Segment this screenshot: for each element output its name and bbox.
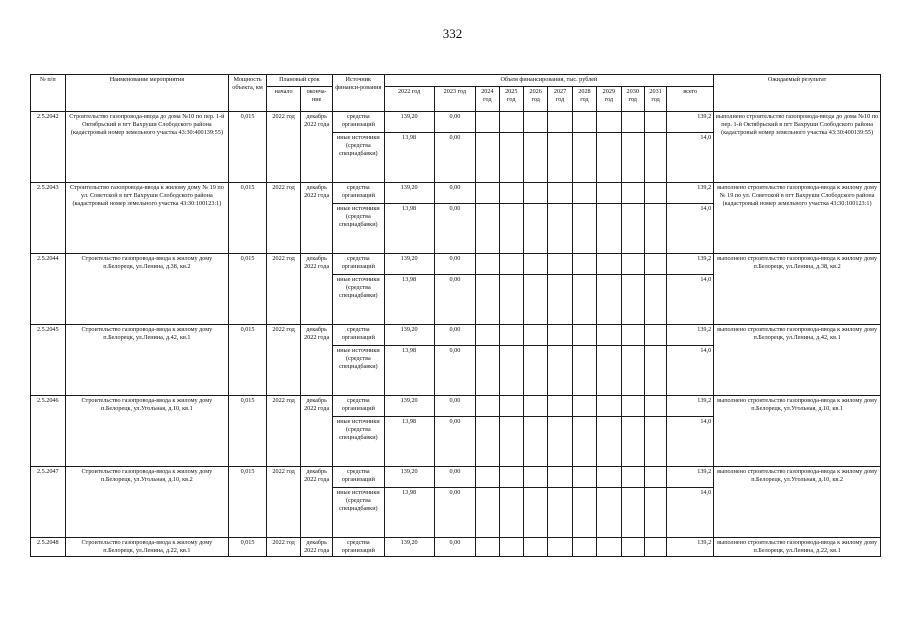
- row-result: выполнено строительство газопровода-ввода к жилому дому № 19 по ул. Советской в пгт Вахруши Слободского района (кадастровый номер земельного участка 43:30:100123:1): [714, 183, 881, 254]
- header-year: 2023 год: [434, 87, 476, 112]
- row-name: Строительство газопровода-ввода к жилому дому № 19 по ул. Советской в пгт Вахруши Слободского района (кадастровый номер земельного участка 43:30:100123:1): [65, 183, 229, 254]
- row-end: декабрь 2022 года: [301, 254, 333, 325]
- row-result: выполнено строительство газопровода-ввода к жилому дому п.Белорецк, ул.Угольная, д.10, кв.1: [714, 396, 881, 467]
- row-value-2022: 13,98: [384, 275, 434, 325]
- row-power: 0,015: [229, 538, 267, 557]
- row-num: 2.5.2042: [31, 112, 66, 183]
- row-end: декабрь 2022 года: [301, 396, 333, 467]
- header-volume: Объем финансирования, тыс. рублей: [384, 75, 713, 87]
- row-total: 14,0: [667, 133, 714, 183]
- row-value-2023: 0,00: [434, 488, 476, 538]
- header-year: 2028 год: [572, 87, 596, 112]
- row-total: 139,2: [667, 396, 714, 417]
- table-row: [31, 183, 881, 204]
- row-source: средства организаций: [332, 254, 384, 275]
- row-source: иные источники (средства спецнадбавки): [332, 275, 384, 325]
- header-year: 2030 год: [621, 87, 644, 112]
- row-value-2022: 139,20: [384, 254, 434, 275]
- row-power: 0,015: [229, 467, 267, 538]
- row-source: иные источники (средства спецнадбавки): [332, 133, 384, 183]
- table-row: [31, 112, 881, 133]
- header-result: Ожидаемый результат: [714, 75, 881, 112]
- row-name: Строительство газопровода-ввода к жилому дому п.Белорецк, ул.Угольная, д.10, кв.2: [65, 467, 229, 538]
- row-source: средства организаций: [332, 325, 384, 346]
- row-num: 2.5.2048: [31, 538, 66, 557]
- row-value-2022: 13,98: [384, 204, 434, 254]
- row-value-2023: 0,00: [434, 133, 476, 183]
- table-row: [31, 396, 881, 417]
- header-period: Плановый срок: [266, 75, 332, 87]
- row-result: выполнено строительство газопровода-ввода к жилому дому п.Белорецк, ул.Ленина, д.22, кв.1: [714, 538, 881, 557]
- row-value-2023: 0,00: [434, 275, 476, 325]
- row-power: 0,015: [229, 396, 267, 467]
- row-value-2022: 139,20: [384, 112, 434, 133]
- row-start: 2022 год: [266, 467, 301, 538]
- row-value-2022: 13,98: [384, 488, 434, 538]
- row-total: 139,2: [667, 254, 714, 275]
- row-result: выполнено строительство газопровода-ввода к жилому дому п.Белорецк, ул.Угольная, д.10, кв.2: [714, 467, 881, 538]
- header-num: № п/п: [31, 75, 66, 112]
- row-source: средства организаций: [332, 112, 384, 133]
- row-start: 2022 год: [266, 254, 301, 325]
- row-result: выполнено строительство газопровода-ввода к жилому дому п.Белорецк, ул.Ленина, д.38, кв.2: [714, 254, 881, 325]
- row-source: иные источники (средства спецнадбавки): [332, 204, 384, 254]
- row-value-2022: 139,20: [384, 325, 434, 346]
- row-value-2022: 139,20: [384, 183, 434, 204]
- header-year: 2025 год: [499, 87, 523, 112]
- row-name: Строительство газопровода-ввода к жилому дому п.Белорецк, ул.Ленина, д.38, кв.2: [65, 254, 229, 325]
- row-value-2023: 0,00: [434, 467, 476, 488]
- row-value-2023: 0,00: [434, 417, 476, 467]
- row-start: 2022 год: [266, 396, 301, 467]
- row-power: 0,015: [229, 183, 267, 254]
- header-year: 2022 год: [384, 87, 434, 112]
- row-value-2023: 0,00: [434, 254, 476, 275]
- measures-table: [30, 74, 881, 557]
- page-number: 332: [442, 26, 463, 41]
- row-end: декабрь 2022 года: [301, 183, 333, 254]
- row-name: Строительство газопровода-ввода к жилому дому п.Белорецк, ул.Ленина, д.42, кв.1: [65, 325, 229, 396]
- row-value-2022: 139,20: [384, 538, 434, 557]
- header-power: Мощность объекта, км: [229, 75, 267, 112]
- row-total: 139,2: [667, 183, 714, 204]
- header-total: всего: [667, 87, 714, 112]
- row-value-2023: 0,00: [434, 538, 476, 557]
- header-name: Наименование мероприятия: [65, 75, 229, 112]
- row-end: декабрь 2022 года: [301, 112, 333, 183]
- table-row: [31, 538, 881, 557]
- row-total: 139,2: [667, 325, 714, 346]
- row-num: 2.5.2046: [31, 396, 66, 467]
- row-end: декабрь 2022 года: [301, 325, 333, 396]
- row-result: выполнено строительство газопровода-ввода к жилому дому п.Белорецк, ул.Ленина, д.42, кв.1: [714, 325, 881, 396]
- row-power: 0,015: [229, 254, 267, 325]
- row-total: 14,0: [667, 417, 714, 467]
- row-start: 2022 год: [266, 183, 301, 254]
- row-source: средства организаций: [332, 538, 384, 557]
- row-value-2022: 13,98: [384, 346, 434, 396]
- header-year: 2026 год: [523, 87, 547, 112]
- row-source: средства организаций: [332, 396, 384, 417]
- row-power: 0,015: [229, 112, 267, 183]
- row-num: 2.5.2043: [31, 183, 66, 254]
- header-start: начало: [266, 87, 301, 112]
- header-end: оконча-ние: [301, 87, 333, 112]
- table-row: [31, 467, 881, 488]
- row-value-2023: 0,00: [434, 183, 476, 204]
- row-total: 14,0: [667, 275, 714, 325]
- row-start: 2022 год: [266, 112, 301, 183]
- row-source: иные источники (средства спецнадбавки): [332, 417, 384, 467]
- row-num: 2.5.2045: [31, 325, 66, 396]
- row-start: 2022 год: [266, 538, 301, 557]
- row-value-2022: 139,20: [384, 467, 434, 488]
- row-name: Строительство газопровода-ввода к жилому дому п.Белорецк, ул.Угольная, д.10, кв.1: [65, 396, 229, 467]
- row-total: 139,2: [667, 467, 714, 488]
- row-source: иные источники (средства спецнадбавки): [332, 488, 384, 538]
- row-name: Строительство газопровода-ввода до дома №10 по пер. 1-й Октябрьский в пгт Вахруши Слободского района (кадастровый номер земельного участка 43:30:400139:55): [65, 112, 229, 183]
- row-power: 0,015: [229, 325, 267, 396]
- header-source: Источник финанси-рования: [332, 75, 384, 112]
- row-total: 139,2: [667, 538, 714, 557]
- header-year: 2024 год: [476, 87, 499, 112]
- row-num: 2.5.2044: [31, 254, 66, 325]
- row-value-2023: 0,00: [434, 112, 476, 133]
- row-start: 2022 год: [266, 325, 301, 396]
- header-year: 2029 год: [597, 87, 621, 112]
- header-year: 2031 год: [644, 87, 666, 112]
- row-value-2023: 0,00: [434, 346, 476, 396]
- row-source: средства организаций: [332, 183, 384, 204]
- row-total: 14,0: [667, 488, 714, 538]
- row-value-2023: 0,00: [434, 204, 476, 254]
- row-value-2023: 0,00: [434, 325, 476, 346]
- row-value-2023: 0,00: [434, 396, 476, 417]
- row-total: 14,0: [667, 346, 714, 396]
- row-source: средства организаций: [332, 467, 384, 488]
- row-end: декабрь 2022 года: [301, 538, 333, 557]
- row-num: 2.5.2047: [31, 467, 66, 538]
- row-total: 14,0: [667, 204, 714, 254]
- table-row: [31, 254, 881, 275]
- row-value-2022: 13,98: [384, 417, 434, 467]
- row-total: 139,2: [667, 112, 714, 133]
- row-name: Строительство газопровода-ввода к жилому дому п.Белорецк, ул.Ленина, д.22, кв.1: [65, 538, 229, 557]
- row-result: выполнено строительство газопровода-ввода до дома №10 по пер. 1-й Октябрьский в пгт Вахруши Слободского района (кадастровый номер земельного участка 43:30:400139:55): [714, 112, 881, 183]
- row-value-2022: 139,20: [384, 396, 434, 417]
- header-year: 2027 год: [548, 87, 572, 112]
- row-end: декабрь 2022 года: [301, 467, 333, 538]
- row-value-2022: 13,98: [384, 133, 434, 183]
- table-row: [31, 325, 881, 346]
- row-source: иные источники (средства спецнадбавки): [332, 346, 384, 396]
